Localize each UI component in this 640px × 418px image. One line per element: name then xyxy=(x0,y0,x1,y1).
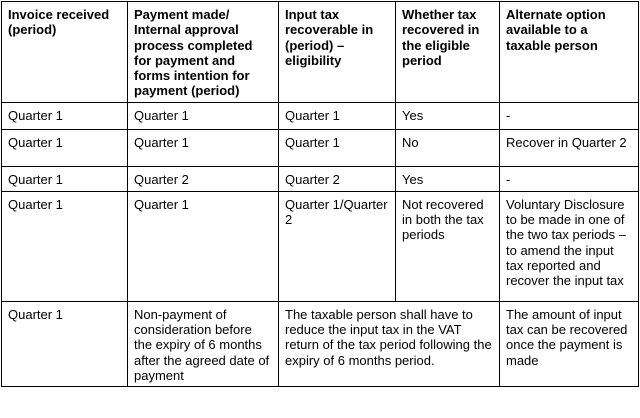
cell-payment: Quarter 2 xyxy=(128,166,279,191)
cell-invoice: Quarter 1 xyxy=(2,102,128,129)
header-invoice-received: Invoice received (period) xyxy=(2,2,128,103)
table-row xyxy=(2,301,639,386)
cell-payment: Quarter 1 xyxy=(128,191,279,301)
cell-recoverable: Quarter 1/Quarter 2 xyxy=(279,191,396,301)
header-payment-made: Payment made/ Internal approval process completed for payment and forms intention for payment (period) xyxy=(128,2,279,103)
cell-payment: Quarter 1 xyxy=(128,129,279,166)
cell-payment: Quarter 1 xyxy=(128,102,279,129)
table-row xyxy=(2,191,639,301)
table-row xyxy=(2,129,639,166)
cell-alternate: Voluntary Disclosure to be made in one of the two tax periods – to amend the input tax reported and recover the input tax xyxy=(500,191,639,301)
cell-merged-note: The taxable person shall have to reduce the input tax in the VAT return of the tax period following the expiry of 6 months period. xyxy=(279,301,500,386)
cell-invoice: Quarter 1 xyxy=(2,166,128,191)
cell-invoice: Quarter 1 xyxy=(2,301,128,386)
cell-recoverable: Quarter 1 xyxy=(279,102,396,129)
cell-payment: Non-payment of consideration before the expiry of 6 months after the agreed date of payment xyxy=(128,301,279,386)
input-tax-recovery-table xyxy=(1,1,639,387)
cell-invoice: Quarter 1 xyxy=(2,191,128,301)
header-input-tax-recoverable: Input tax recoverable in (period) – eligibility xyxy=(279,2,396,103)
header-alternate-option: Alternate option available to a taxable person xyxy=(500,2,639,103)
cell-recovered: Yes xyxy=(396,166,500,191)
cell-recovered: Not recovered in both the tax periods xyxy=(396,191,500,301)
cell-invoice: Quarter 1 xyxy=(2,129,128,166)
cell-recovered: No xyxy=(396,129,500,166)
table-row xyxy=(2,166,639,191)
cell-alternate: - xyxy=(500,102,639,129)
header-whether-tax-recovered: Whether tax recovered in the eligible period xyxy=(396,2,500,103)
cell-recovered: Yes xyxy=(396,102,500,129)
table-row xyxy=(2,102,639,129)
cell-alternate: - xyxy=(500,166,639,191)
cell-alternate: The amount of input tax can be recovered once the payment is made xyxy=(500,301,639,386)
cell-recoverable: Quarter 2 xyxy=(279,166,396,191)
cell-recoverable: Quarter 1 xyxy=(279,129,396,166)
cell-alternate: Recover in Quarter 2 xyxy=(500,129,639,166)
table-header-row xyxy=(2,2,639,103)
